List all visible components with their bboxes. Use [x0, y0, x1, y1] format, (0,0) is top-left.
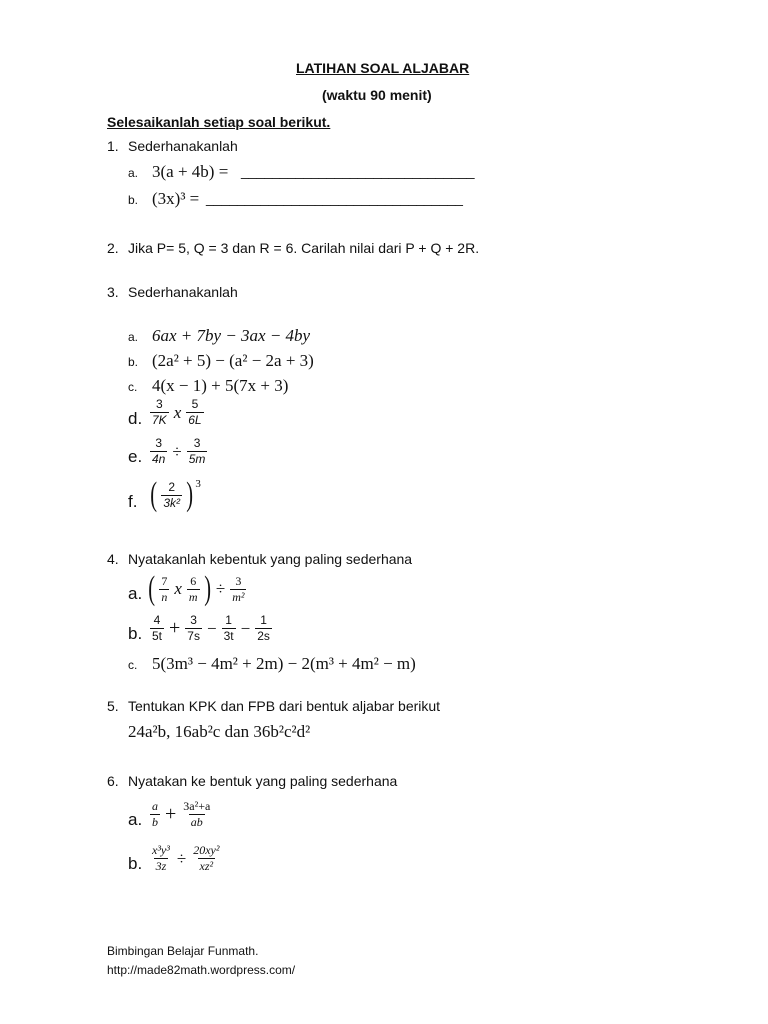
q6b-num2: 20xy² [193, 843, 220, 857]
q4a-operator-2: ÷ [215, 579, 226, 598]
q4b-num2: 3 [190, 613, 197, 627]
q4b-num3: 1 [225, 613, 232, 627]
q3d-num1: 3 [156, 397, 163, 411]
q4a-num2: 6 [190, 573, 197, 588]
q3e-fraction-1 [150, 437, 167, 466]
q3-text: Sederhanakanlah [128, 284, 238, 300]
q1-text: Sederhanakanlah [128, 138, 238, 154]
q6a-expr [148, 800, 214, 829]
q3f-open-paren: ( [150, 476, 158, 513]
q3b-expr: (2a² + 5) − (a² − 2a + 3) [152, 351, 314, 370]
q3d-expr [148, 398, 206, 427]
q2-text: Jika P= 5, Q = 3 dan R = 6. Carilah nilai dari P + Q + 2R. [128, 240, 480, 256]
q1a-expr: 3(a + 4b) = [152, 162, 229, 181]
q3d-num2: 5 [191, 397, 199, 411]
q4a-fraction-3 [230, 575, 246, 604]
q1a-blank: ______________________________ [241, 163, 475, 179]
q3e-num2: 3 [193, 436, 201, 450]
q3d-den1: 7K [152, 413, 167, 427]
q6a-den1: b [152, 815, 158, 829]
q3f-fraction [161, 481, 182, 510]
q4b-operator-1: + [169, 617, 181, 639]
q1-number: 1. [107, 138, 119, 154]
q3f-den: 3k² [163, 495, 180, 510]
q6a-num2: 3a²+a [183, 799, 211, 813]
footer-url[interactable]: http://made82math.wordpress.com/ [107, 963, 296, 977]
q4a-fraction-2 [187, 575, 200, 604]
q4a-den3: m² [232, 589, 245, 604]
q3f-expr [148, 478, 201, 512]
q3f-exponent: 3 [195, 478, 201, 490]
q1b-expr: (3x)³ = [152, 189, 200, 208]
q4b-fraction-2 [185, 614, 202, 643]
footer-brand: Bimbingan Belajar Funmath. [107, 944, 259, 958]
q4b-den3: 3t [223, 629, 234, 643]
q3e-label: e. [128, 447, 143, 466]
q4a-den1: n [161, 589, 168, 604]
q6b-expr [148, 844, 223, 873]
q6b-fraction-1 [150, 844, 172, 873]
q3e-den2: 5m [188, 452, 206, 466]
instruction: Selesaikanlah setiap soal berikut. [107, 114, 331, 130]
q6-text: Nyatakan ke bentuk yang paling sederhana [128, 773, 398, 789]
q4b-label: b. [128, 624, 143, 643]
q4-number: 4. [107, 551, 119, 567]
q4b-num1: 4 [153, 613, 161, 627]
q6-number: 6. [107, 773, 119, 789]
q3e-den1: 4n [152, 452, 166, 466]
q3c-expr: 4(x − 1) + 5(7x + 3) [152, 376, 289, 395]
q4c-label: c. [128, 658, 138, 672]
q4b-den1: 5t [152, 629, 163, 643]
q3d-den2: 6L [188, 413, 202, 427]
q6b-label: b. [128, 854, 143, 873]
q4b-operator-2: − [206, 618, 217, 638]
q4a-num3: 3 [235, 573, 242, 588]
q3-number: 3. [107, 284, 119, 300]
q3e-fraction-2 [187, 437, 208, 466]
q6a-den2: ab [190, 815, 203, 829]
q4b-fraction-1 [150, 614, 164, 643]
q4b-expr [148, 614, 274, 643]
q6b-den1: 3z [155, 859, 167, 873]
q4b-fraction-3 [222, 614, 236, 643]
q6a-fraction-1 [150, 800, 160, 829]
q3d-operator: x [173, 402, 182, 422]
q2-number: 2. [107, 240, 119, 256]
q4-text: Nyatakanlah kebentuk yang paling sederhana [128, 551, 413, 567]
q3d-label: d. [128, 409, 143, 428]
q3d-fraction-1 [150, 398, 169, 427]
q6b-fraction-2 [191, 844, 221, 873]
q4b-den2: 7s [187, 629, 200, 643]
q3e-operator: ÷ [172, 441, 182, 461]
q4b-den4: 2s [257, 629, 270, 643]
q4b-operator-3: − [240, 618, 251, 638]
q3e-num1: 3 [155, 436, 163, 450]
q4a-fraction-1 [159, 575, 169, 604]
q3b-label: b. [128, 355, 139, 369]
q5-expr: 24a²b, 16ab²c dan 36b²c²d² [128, 722, 311, 741]
q1b-blank: _________________________________ [206, 190, 463, 206]
q1a-label: a. [128, 166, 139, 180]
q6b-num1: x³y³ [152, 843, 170, 857]
q6a-label: a. [128, 810, 143, 829]
q4a-open-paren: ( [148, 570, 156, 607]
q5-text: Tentukan KPK dan FPB dari bentuk aljabar berikut [128, 698, 441, 714]
q6b-operator: ÷ [176, 848, 187, 868]
q4a-num1: 7 [161, 573, 168, 588]
q6a-operator: + [165, 803, 177, 825]
q6b-den2: xz² [199, 859, 214, 873]
q4c-expr: 5(3m³ − 4m² + 2m) − 2(m³ + 4m² − m) [152, 654, 416, 673]
q4a-label: a. [128, 584, 143, 603]
doc-subtitle: (waktu 90 menit) [322, 87, 432, 103]
q6a-num1: a [152, 799, 158, 813]
q4b-fraction-4 [255, 614, 272, 643]
q5-number: 5. [107, 698, 119, 714]
q3a-label: a. [128, 330, 139, 344]
q3e-expr [148, 437, 209, 466]
q3d-fraction-2 [186, 398, 203, 427]
q4a-close-paren: ) [203, 570, 211, 607]
q4a-operator-1: x [174, 579, 182, 598]
q4b-num4: 1 [260, 613, 267, 627]
q1b-label: b. [128, 193, 139, 207]
q3f-close-paren: ) [186, 476, 194, 513]
q6a-fraction-2 [181, 800, 212, 829]
q4a-expr [146, 572, 248, 606]
q4a-den2: m [188, 589, 198, 604]
q3f-num: 2 [168, 479, 175, 494]
doc-title: LATIHAN SOAL ALJABAR [296, 60, 470, 76]
q3a-expr: 6ax + 7by − 3ax − 4by [152, 326, 311, 345]
q3f-label: f. [128, 492, 138, 511]
q3c-label: c. [128, 380, 138, 394]
